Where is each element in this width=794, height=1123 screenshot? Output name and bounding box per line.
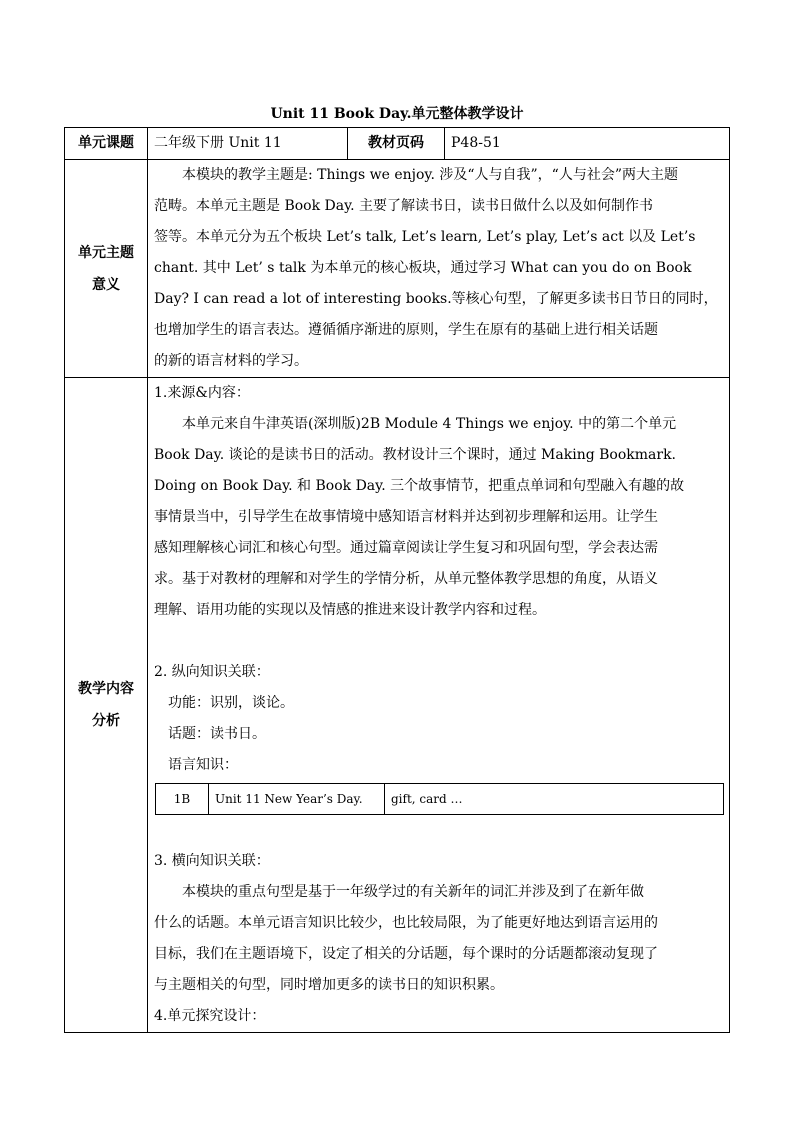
section1-heading: 1.来源&内容：: [154, 385, 250, 401]
lesson-plan-table: [64, 127, 730, 1033]
section3-heading: 3. 横向知识关联：: [154, 853, 270, 869]
spacer: [154, 815, 723, 846]
section3-line: 本模块的重点句型是基于一年级学过的有关新年的词汇并涉及到了在新年做: [182, 884, 644, 900]
section1-line: 理解、语用功能的实现以及情感的推进来设计教学内容和过程。: [154, 602, 546, 618]
analysis-label-line2: 分析: [92, 713, 120, 729]
theme-line: 也增加学生的语言表达。遵循循序渐进的原则，学生在原有的基础上进行相关话题: [154, 322, 658, 338]
analysis-content: [148, 378, 730, 1033]
section3-line: 目标，我们在主题语境下，设定了相关的分话题，每个课时的分话题都滚动复现了: [154, 946, 658, 962]
section1-line: 本单元来自牛津英语(深圳版)2B Module 4 Things we enjoy. 中的第二个单元: [182, 416, 677, 432]
theme-label: [65, 160, 148, 378]
analysis-label: [65, 378, 148, 1033]
section2-function: 功能：识别，谈论。: [168, 695, 294, 711]
table-row: [156, 784, 724, 815]
lang-words: gift, card …: [385, 784, 724, 815]
language-knowledge-table: [155, 783, 724, 815]
theme-line: 本模块的教学主题是: Things we enjoy. 涉及“人与自我”，“人与社会”两大主题: [182, 167, 678, 183]
analysis-row: [65, 378, 730, 1033]
theme-label-line1: 单元主题: [78, 244, 134, 261]
section1-line: Book Day. 谈论的是读书日的活动。教材设计三个课时，通过 Making Bookmark.: [154, 447, 676, 463]
page-value: P48-51: [445, 128, 730, 160]
lang-unit: Unit 11 New Year’s Day.: [209, 784, 385, 815]
analysis-label-line1: 教学内容: [78, 681, 134, 697]
unit-label: 单元课题: [65, 128, 148, 160]
section1-line: 求。基于对教材的理解和对学生的学情分析，从单元整体教学思想的角度，从语义: [154, 571, 658, 587]
unit-value: 二年级下册 Unit 11: [148, 128, 348, 160]
section1-line: Doing on Book Day. 和 Book Day. 三个故事情节，把重点单词和句型融入有趣的故: [154, 478, 685, 494]
lang-grade: 1B: [156, 784, 209, 815]
section4-heading: 4.单元探究设计：: [154, 1008, 266, 1024]
document-title: Unit 11 Book Day.单元整体教学设计: [270, 106, 524, 122]
theme-line: chant. 其中 Let’ s talk 为本单元的核心板块，通过学习 What can you do on Book: [154, 260, 692, 276]
section3-line: 什么的话题。本单元语言知识比较少，也比较局限，为了能更好地达到语言运用的: [154, 915, 658, 931]
page-label: 教材页码: [348, 128, 445, 160]
theme-line: 签等。本单元分为五个板块 Let’s talk, Let’s learn, Let’s play, Let’s act 以及 Let’s: [154, 229, 696, 245]
section1-line: 事情景当中，引导学生在故事情境中感知语言材料并达到初步理解和运用。让学生: [154, 509, 658, 525]
spacer: [154, 626, 723, 657]
theme-line: 范畴。本单元主题是 Book Day. 主要了解读书日，读书日做什么以及如何制作书: [154, 198, 654, 214]
section1-line: 感知理解核心词汇和核心句型。通过篇章阅读让学生复习和巩固句型，学会表达需: [154, 540, 658, 556]
header-row: [65, 128, 730, 160]
theme-content: [148, 160, 730, 378]
theme-line: 的新的语言材料的学习。: [154, 353, 308, 369]
section2-language: 语言知识：: [168, 757, 238, 773]
theme-label-line2: 意义: [92, 276, 120, 293]
theme-row: [65, 160, 730, 378]
section3-line: 与主题相关的句型，同时增加更多的读书日的知识积累。: [154, 977, 504, 993]
section2-topic: 话题：读书日。: [168, 726, 266, 742]
section2-heading: 2. 纵向知识关联：: [154, 664, 270, 680]
theme-line: Day? I can read a lot of interesting books.等核心句型，了解更多读书日节日的同时，: [154, 291, 718, 307]
